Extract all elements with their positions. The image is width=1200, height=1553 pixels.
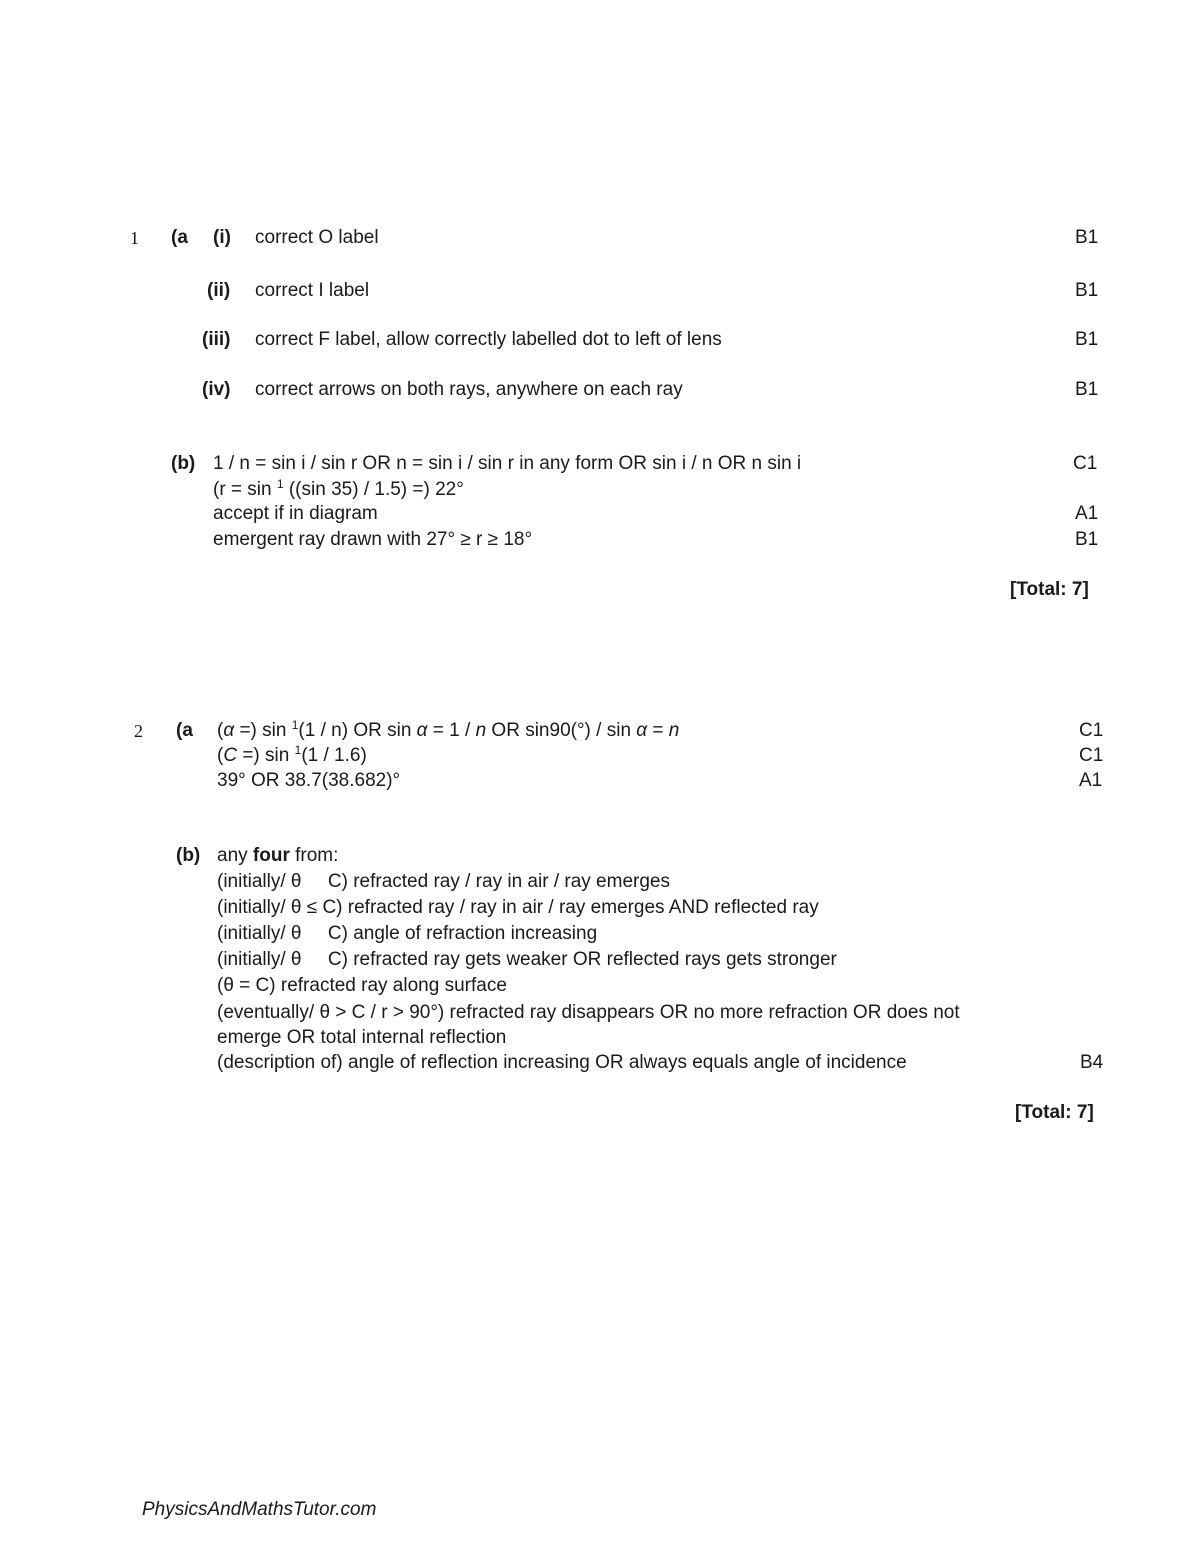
q2-part-a-label: (a xyxy=(176,720,193,741)
q1-a-ii-mark: B1 xyxy=(1075,280,1099,301)
q1-b-line3: accept if in diagram xyxy=(213,503,378,524)
q2-b-point-2: (initially/ θ ≤ C) refracted ray / ray in air / ray emerges AND reflected ray xyxy=(217,897,819,918)
q1-a-iii-text: correct F label, allow correctly labelled dot to left of lens xyxy=(255,329,722,350)
q1-a-iv-mark: B1 xyxy=(1075,379,1099,400)
q2-a-line2-mark: C1 xyxy=(1079,745,1104,766)
footer-watermark: PhysicsAndMathsTutor.com xyxy=(142,1499,377,1520)
q2-part-b-label: (b) xyxy=(176,845,201,866)
q2-a-line3: 39° OR 38.7(38.682)° xyxy=(217,770,401,791)
q1-a-iv-text: correct arrows on both rays, anywhere on each ray xyxy=(255,379,683,400)
q2-b-point-3: (initially/ θ C) angle of refraction increasing xyxy=(217,923,598,944)
q1-a-ii-label: (ii) xyxy=(207,280,231,301)
q1-a-i-label: (i) xyxy=(213,227,231,248)
question-number-2: 2 xyxy=(134,721,143,741)
q1-b-line1-mark: C1 xyxy=(1073,453,1098,474)
q2-a-line1: (α =) sin $^1$(1 / n) OR sin α = 1 / n OR sin90(°) / sin α = n xyxy=(217,718,680,741)
q1-part-b-label: (b) xyxy=(171,453,196,474)
q1-a-i-mark: B1 xyxy=(1075,227,1099,248)
q1-part-a-label: (a xyxy=(171,227,188,248)
q2-a-line3-mark: A1 xyxy=(1079,770,1103,791)
q1-b-line4-mark: B1 xyxy=(1075,529,1099,550)
q2-b-intro: any four from: xyxy=(217,845,339,866)
q2-a-line1-mark: C1 xyxy=(1079,720,1104,741)
q1-a-iii-label: (iii) xyxy=(202,329,231,350)
q2-a-line2: (C =) sin $^1$(1 / 1.6) xyxy=(217,743,367,766)
q2-total: [Total: 7] xyxy=(1015,1102,1094,1123)
q2-b-point-4: (initially/ θ C) refracted ray gets weaker OR reflected rays gets stronger xyxy=(217,949,837,970)
q2-b-mark: B4 xyxy=(1080,1052,1104,1073)
question-number-1: 1 xyxy=(130,228,139,248)
q1-a-i-text: correct O label xyxy=(255,227,379,248)
q1-b-line4: emergent ray drawn with 27° ≥ r ≥ 18° xyxy=(213,529,533,550)
q2-b-point-7: (description of) angle of reflection increasing OR always equals angle of incidence xyxy=(217,1052,907,1073)
q1-total: [Total: 7] xyxy=(1010,579,1089,600)
q1-a-iii-mark: B1 xyxy=(1075,329,1099,350)
q1-a-ii-text: correct I label xyxy=(255,280,370,301)
q2-b-point-6: (eventually/ θ > C / r > 90°) refracted ray disappears OR no more refraction OR does not xyxy=(217,1002,960,1023)
q2-b-point-1: (initially/ θ C) refracted ray / ray in air / ray emerges xyxy=(217,871,670,892)
q1-a-iv-label: (iv) xyxy=(202,379,231,400)
q1-b-line3-mark: A1 xyxy=(1075,503,1099,524)
q1-b-line1: 1 / n = sin i / sin r OR n = sin i / sin r in any form OR sin i / n OR n sin i xyxy=(213,453,802,474)
q2-b-point-6-cont: emerge OR total internal reflection xyxy=(217,1027,507,1048)
q1-b-line2: (r = sin $^1$ ((sin 35) / 1.5) =) 22° xyxy=(213,477,464,500)
q2-b-point-5: (θ = C) refracted ray along surface xyxy=(217,975,507,996)
